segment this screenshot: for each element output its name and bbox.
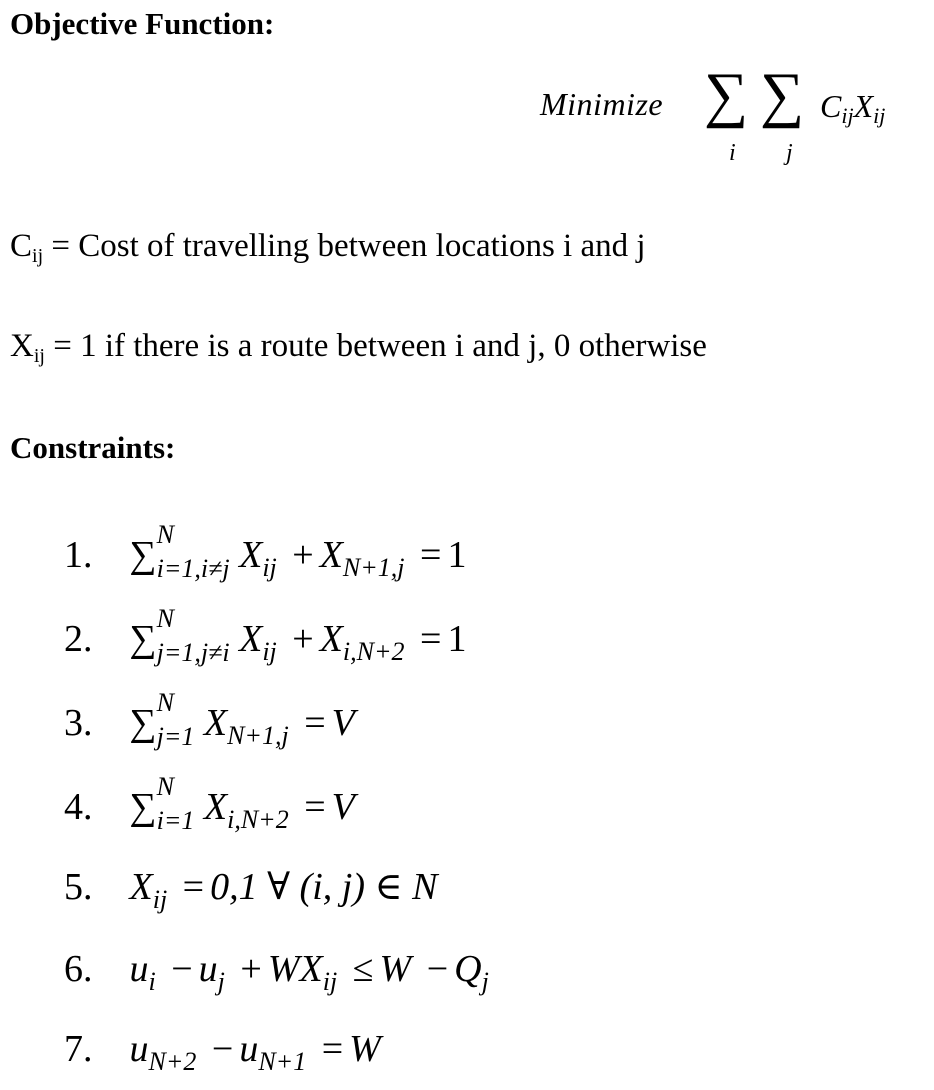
constraint-number: 4. [64,786,93,828]
sum-symbol: ∑ [129,786,157,828]
var-wx: WX [267,948,323,990]
rhs: V [331,786,355,828]
minimize-word: Minimize [540,86,664,122]
constraint-number: 3. [64,702,93,744]
constraint-number: 6. [64,948,93,990]
var-x: X [129,866,153,908]
sum-lower: i=1 [156,806,195,835]
var-x-sub: N+1,j [227,721,289,750]
leq-op: ≤ [352,948,374,990]
plus-op: + [292,534,314,576]
constraint-6 [64,950,489,1010]
constraint-5 [64,868,437,928]
constraint-number: 5. [64,866,93,908]
sum-upper: N [156,688,174,717]
minus-op: − [211,1028,234,1070]
sum-lower: j=1,j≠i [156,638,230,667]
var-x-sub: i,N+2 [227,805,289,834]
var-x: X [239,618,263,660]
var-u: u [129,948,149,990]
route-sub: ij [873,103,886,128]
objective-heading: Objective Function: [10,6,275,41]
cost-def-symbol: C [10,228,33,264]
var-x: X [203,702,228,744]
cost-def-text: = Cost of travelling between locations i and j [43,228,646,264]
sum-symbol-j: ∑ [760,61,805,129]
var-u-sub: N+1 [258,1047,307,1076]
var-x-sub: ij [262,637,277,666]
cost-sub: ij [841,103,854,128]
cost-def-sub: ij [32,245,44,267]
constraint-1-expr [129,520,467,583]
var-w: W [379,948,412,990]
cost-var: C [820,88,842,124]
var-x: X [239,534,263,576]
rhs: W [349,1028,381,1070]
sum-symbol-i: ∑ [704,61,749,129]
sum-index-j: j [786,140,793,166]
var-u: u [239,1028,259,1070]
sum-upper: N [156,772,174,801]
constraint-1 [64,520,467,596]
constraint-number: 7. [64,1028,93,1070]
constraint-7-expr [130,1030,381,1075]
objective-term [820,88,885,129]
var-x: X [319,534,343,576]
var-q: Q [454,948,482,990]
constraint-2 [64,604,467,680]
equals-op: = [182,866,205,908]
equals-op: = [304,786,326,828]
constraint-3 [64,688,355,764]
constraint-4-expr [129,772,355,835]
sum-upper: N [156,520,174,549]
constraint-number: 1. [64,534,93,576]
sum-lower: i=1,i≠j [156,554,230,583]
equals-op: = [420,534,442,576]
sum-symbol: ∑ [129,702,157,744]
var-u-sub: j [217,967,225,996]
route-def-sub: ij [33,345,45,367]
rhs: V [331,702,355,744]
constraints-heading: Constraints: [10,430,176,465]
var-wx-sub: ij [322,967,338,996]
constraint-5-expr [130,868,438,913]
equals-op: = [321,1028,344,1070]
sum-symbol: ∑ [129,534,157,576]
var-u: u [129,1028,149,1070]
sum-symbol: ∑ [129,618,157,660]
var-x: X [319,618,343,660]
constraint-number: 2. [64,618,93,660]
constraint-3-expr [129,688,355,751]
objective-formula [540,62,920,172]
route-definition [10,330,707,366]
constraint-6-expr [130,950,489,995]
var-x-sub: i,N+2 [342,637,405,666]
rhs: 1 [447,618,467,660]
constraint-4 [64,772,355,848]
var-q-sub: j [481,967,489,996]
route-var: X [853,88,874,124]
plus-op: + [292,618,314,660]
var-u-sub: i [148,967,156,996]
minus-op: − [171,948,193,990]
rhs: 1 [447,534,467,576]
minus-op: − [426,948,449,990]
var-x-sub: ij [262,553,277,582]
sum-upper: N [156,604,174,633]
sum-index-i: i [729,140,736,166]
constraint-2-expr [129,604,467,667]
domain-set: 0,1 ∀ (i, j) ∈ N [210,866,438,908]
var-x-sub: N+1,j [342,553,405,582]
equals-op: = [304,702,326,744]
equals-op: = [420,618,442,660]
route-def-text: = 1 if there is a route between i and j, 0 otherwise [44,328,707,364]
constraint-7 [64,1030,381,1090]
cost-definition [10,230,646,266]
sum-lower: j=1 [156,722,195,751]
var-u-sub: N+2 [148,1047,197,1076]
var-x: X [203,786,228,828]
var-x-sub: ij [152,885,168,914]
plus-op: + [240,948,262,990]
var-u: u [198,948,218,990]
route-def-symbol: X [10,328,34,364]
